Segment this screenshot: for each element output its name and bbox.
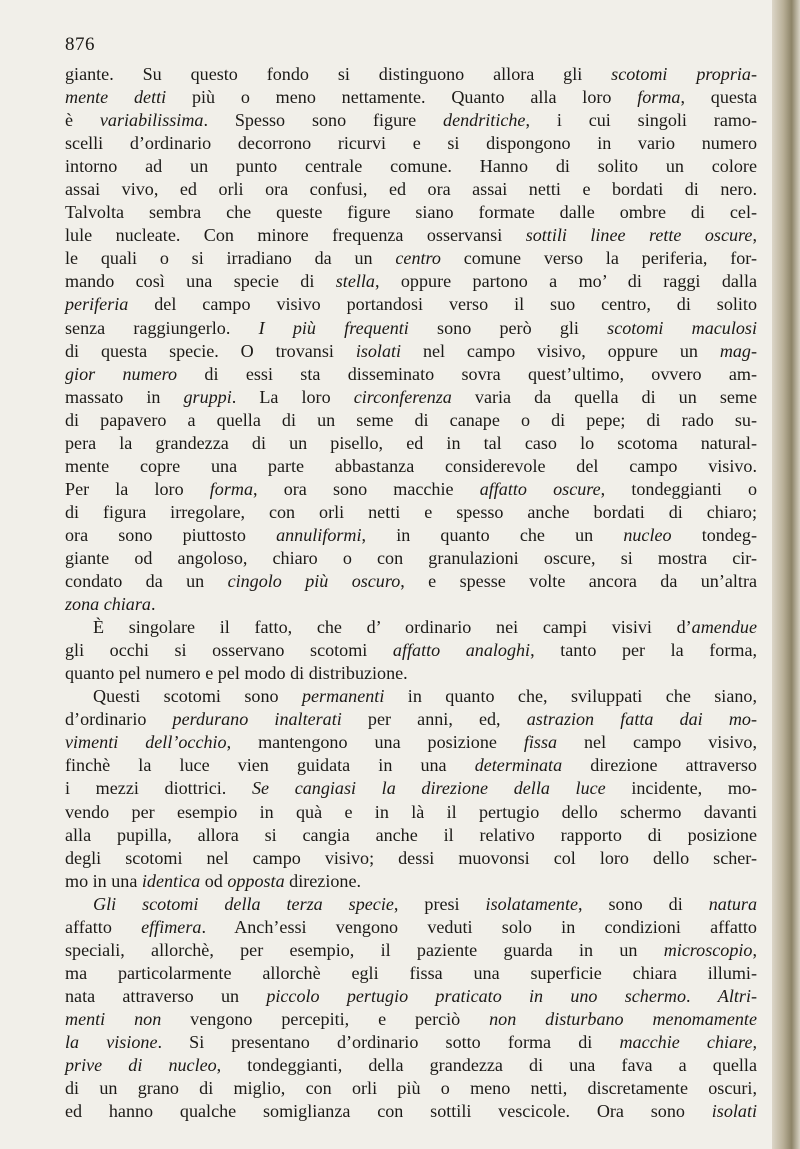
text-run: di essi sta disseminato sovra quest’ultimo, ovvero am- xyxy=(177,363,758,384)
text-line xyxy=(65,801,757,824)
italic-text: prive di nucleo xyxy=(65,1055,217,1076)
text-run: gli occhi si osservano scotomi xyxy=(65,640,393,661)
text-line xyxy=(65,132,757,155)
text-run: scelli d’ordinario decorrono ricurvi e si dispongono in vario numero xyxy=(65,133,757,154)
text-run: , tondeggianti, della grandezza di una fava a quella xyxy=(216,1055,757,1076)
text-run: di papavero a quella di un seme di canape o di pepe; di rado su- xyxy=(65,409,757,430)
text-run: . Si presentano d’ordinario sotto forma di xyxy=(157,1031,620,1052)
italic-text: Se cangiasi la direzione della luce xyxy=(251,778,606,799)
text-run: di figura irregolare, con orli netti e spesso anche bordati di chiaro; xyxy=(65,501,757,522)
text-run: Talvolta sembra che queste figure siano formate dalle ombre di cel- xyxy=(65,202,757,223)
italic-text: mag- xyxy=(719,340,757,361)
text-line xyxy=(65,962,757,985)
italic-text: forma xyxy=(637,87,681,108)
text-line xyxy=(65,340,757,363)
text-run: affatto xyxy=(65,916,142,937)
text-run: direzione attraverso xyxy=(562,755,757,776)
italic-text: sottili linee rette oscure xyxy=(525,225,753,246)
italic-text: scotomi propria- xyxy=(611,64,757,84)
italic-text: variabilissima xyxy=(99,110,204,131)
text-line xyxy=(65,409,757,432)
italic-text: isolati xyxy=(711,1101,757,1122)
text-line xyxy=(65,247,757,270)
text-run: , xyxy=(752,939,757,960)
text-run: alla pupilla, allora si cangia anche il relativo rapporto di posizione xyxy=(65,824,757,845)
italic-text: mente detti xyxy=(65,87,167,108)
italic-text: fissa xyxy=(523,732,558,753)
text-line xyxy=(65,1054,757,1077)
text-run: finchè la luce vien guidata in una xyxy=(65,755,475,776)
text-run: , tondeggianti o xyxy=(600,478,757,499)
text-run: le quali o si irradiano da un xyxy=(65,248,396,269)
italic-text: isolatamente xyxy=(485,893,579,914)
text-run: nel campo visivo, xyxy=(557,732,757,753)
text-line xyxy=(65,109,757,132)
italic-text: stella xyxy=(335,271,375,292)
text-line xyxy=(65,616,757,639)
italic-text: annuliformi xyxy=(276,524,362,545)
text-line xyxy=(65,639,757,662)
page-edge-shadow xyxy=(772,0,800,1149)
text-line xyxy=(65,870,757,893)
text-line xyxy=(65,708,757,731)
text-run: i mezzi diottrici. xyxy=(65,778,252,799)
text-run: . Spesso sono figure xyxy=(203,110,444,131)
italic-text: nucleo xyxy=(623,524,672,545)
text-run: , questa xyxy=(680,87,758,108)
text-line xyxy=(65,201,757,224)
text-run: assai vivo, ed orli ora confusi, ed ora assai netti e bordati di nero. xyxy=(65,179,757,200)
text-run: condato da un xyxy=(65,571,228,592)
text-line xyxy=(65,1031,757,1054)
text-run: od xyxy=(200,870,228,891)
text-line xyxy=(65,662,757,685)
text-run: incidente, mo- xyxy=(605,778,757,799)
text-line xyxy=(65,824,757,847)
text-line xyxy=(65,731,757,754)
text-run: intorno ad un punto centrale comune. Hanno di solito un colore xyxy=(65,156,757,177)
text-run: , oppure partono a mo’ di raggi dalla xyxy=(374,271,757,292)
text-run: lule nucleate. Con minore frequenza osservansi xyxy=(65,225,526,246)
text-line xyxy=(65,63,757,86)
text-run: tondeg- xyxy=(671,524,757,545)
text-run: . La loro xyxy=(231,386,354,407)
text-run: direzione. xyxy=(284,870,362,891)
italic-text: identica xyxy=(141,870,201,891)
text-line xyxy=(65,754,757,777)
text-line xyxy=(65,317,757,340)
text-line xyxy=(65,455,757,478)
italic-text: affatto oscure xyxy=(479,478,601,499)
text-line xyxy=(65,501,757,524)
text-run: ma particolarmente allorchè egli fissa una superficie chiara illumi- xyxy=(65,962,757,983)
italic-text: effimera xyxy=(141,916,202,937)
italic-text: periferia xyxy=(65,294,129,315)
text-run: mando così una specie di xyxy=(65,271,336,292)
text-run: , mantengono una posizione xyxy=(226,732,524,753)
italic-text: isolati xyxy=(355,340,402,361)
text-line xyxy=(65,386,757,409)
text-line xyxy=(65,1077,757,1100)
text-run: speciali, allorchè, per esempio, il paziente guarda in un xyxy=(65,939,664,960)
text-line xyxy=(65,570,757,593)
text-run: , sono di xyxy=(578,893,709,914)
italic-text: perdurano inalterati xyxy=(172,709,342,730)
text-run: , in quanto che un xyxy=(361,524,624,545)
text-run: mo in una xyxy=(65,870,142,891)
italic-text: piccolo pertugio praticato in uno schermo xyxy=(266,985,687,1006)
text-line xyxy=(65,1100,757,1123)
text-line xyxy=(65,847,757,870)
italic-text: amendue xyxy=(691,617,757,638)
text-line xyxy=(65,155,757,178)
text-line xyxy=(65,432,757,455)
text-run: vendo per esempio in quà e in là il pertugio dello schermo davanti xyxy=(65,801,757,822)
text-line xyxy=(65,593,757,616)
text-run: . xyxy=(686,985,718,1006)
text-run: più o meno nettamente. Quanto alla loro xyxy=(166,87,638,108)
text-line xyxy=(65,893,757,916)
text-run: , xyxy=(752,225,757,246)
text-run: , ora sono macchie xyxy=(253,478,480,499)
text-line xyxy=(65,224,757,247)
body-text xyxy=(65,63,757,1123)
text-line xyxy=(65,685,757,708)
text-line xyxy=(65,86,757,109)
italic-text: centro xyxy=(395,248,441,269)
text-run: sono però gli xyxy=(408,317,608,338)
text-line xyxy=(65,547,757,570)
italic-text: permanenti xyxy=(301,686,385,707)
text-run: massato in xyxy=(65,386,184,407)
italic-text: opposta xyxy=(227,870,285,891)
text-run: . xyxy=(150,594,156,615)
text-run: di questa specie. O trovansi xyxy=(65,340,356,361)
italic-text: determinata xyxy=(474,755,563,776)
italic-text: circonferenza xyxy=(353,386,452,407)
text-run: in quanto che, sviluppati che siano, xyxy=(384,686,757,707)
text-run: quanto pel numero e pel modo di distribuzione. xyxy=(65,663,408,684)
text-line xyxy=(65,1008,757,1031)
text-run: giante od angoloso, chiaro o con granulazioni oscure, si mostra cir- xyxy=(65,547,757,568)
page-number: 876 xyxy=(65,34,95,55)
text-run: È singolare il fatto, che d’ ordinario nei campi visivi d’ xyxy=(93,617,692,638)
italic-text: forma xyxy=(209,478,254,499)
text-line xyxy=(65,293,757,316)
italic-text: la visione xyxy=(65,1031,158,1052)
text-line xyxy=(65,916,757,939)
text-line xyxy=(65,524,757,547)
italic-text: cingolo più oscuro xyxy=(227,571,401,592)
italic-text: Altri- xyxy=(717,985,757,1006)
text-line xyxy=(65,985,757,1008)
text-run: di un grano di miglio, con orli più o meno netti, discretamente oscuri, xyxy=(65,1078,757,1099)
text-run: vengono percepiti, e perciò xyxy=(161,1008,490,1029)
text-run: varia da quella di un seme xyxy=(451,386,757,407)
italic-text: I più frequenti xyxy=(258,317,409,338)
text-run: nel campo visivo, oppure un xyxy=(401,340,720,361)
text-run: giante. Su questo fondo si distinguono allora gli xyxy=(65,64,612,84)
text-run: ed hanno qualche somiglianza con sottili vescicole. Ora sono xyxy=(65,1101,712,1122)
text-line xyxy=(65,178,757,201)
text-run: ora sono piuttosto xyxy=(65,524,277,545)
text-line xyxy=(65,270,757,293)
text-run: è xyxy=(65,110,100,131)
italic-text: macchie chiare, xyxy=(619,1031,758,1052)
text-line xyxy=(65,777,757,800)
text-run: del campo visivo portandosi verso il suo centro, di solito xyxy=(128,294,757,315)
text-run: per anni, ed, xyxy=(341,709,527,730)
text-line xyxy=(65,939,757,962)
text-run: , presi xyxy=(393,893,486,914)
text-run: , e spesse volte ancora da un’altra xyxy=(400,571,757,592)
italic-text: astrazion fatta dai mo- xyxy=(526,709,757,730)
italic-text: microscopio xyxy=(663,939,753,960)
text-run: pera la grandezza di un pisello, ed in tal caso lo scotoma natural- xyxy=(65,432,757,453)
text-run: Per la loro xyxy=(65,478,210,499)
text-run: degli scotomi nel campo visivo; dessi muovonsi col loro dello scher- xyxy=(65,847,757,868)
italic-text: affatto analoghi xyxy=(392,640,531,661)
text-run: comune verso la periferia, for- xyxy=(440,248,757,269)
italic-text: non disturbano menomamente xyxy=(489,1008,757,1029)
italic-text: gruppi xyxy=(183,386,232,407)
italic-text: natura xyxy=(708,893,757,914)
text-run: . Anch’essi vengono veduti solo in condizioni affatto xyxy=(201,916,757,937)
text-run: , tanto per la forma, xyxy=(530,640,758,661)
italic-text: dendritiche xyxy=(443,110,526,131)
italic-text: gior numero xyxy=(65,363,178,384)
italic-text: zona chiara xyxy=(65,594,151,615)
text-line xyxy=(65,478,757,501)
text-run: nata attraverso un xyxy=(65,985,267,1006)
text-line xyxy=(65,363,757,386)
text-run: , i cui singoli ramo- xyxy=(525,110,757,131)
italic-text: Gli scotomi della terza specie xyxy=(93,893,394,914)
text-run: d’ordinario xyxy=(65,709,173,730)
italic-text: vimenti dell’occhio xyxy=(65,732,227,753)
italic-text: menti non xyxy=(65,1008,162,1029)
text-run: senza raggiungerlo. xyxy=(65,317,259,338)
italic-text: scotomi maculosi xyxy=(607,317,757,338)
text-run: Questi scotomi sono xyxy=(93,686,302,707)
text-run: mente copre una parte abbastanza considerevole del campo visivo. xyxy=(65,455,757,476)
